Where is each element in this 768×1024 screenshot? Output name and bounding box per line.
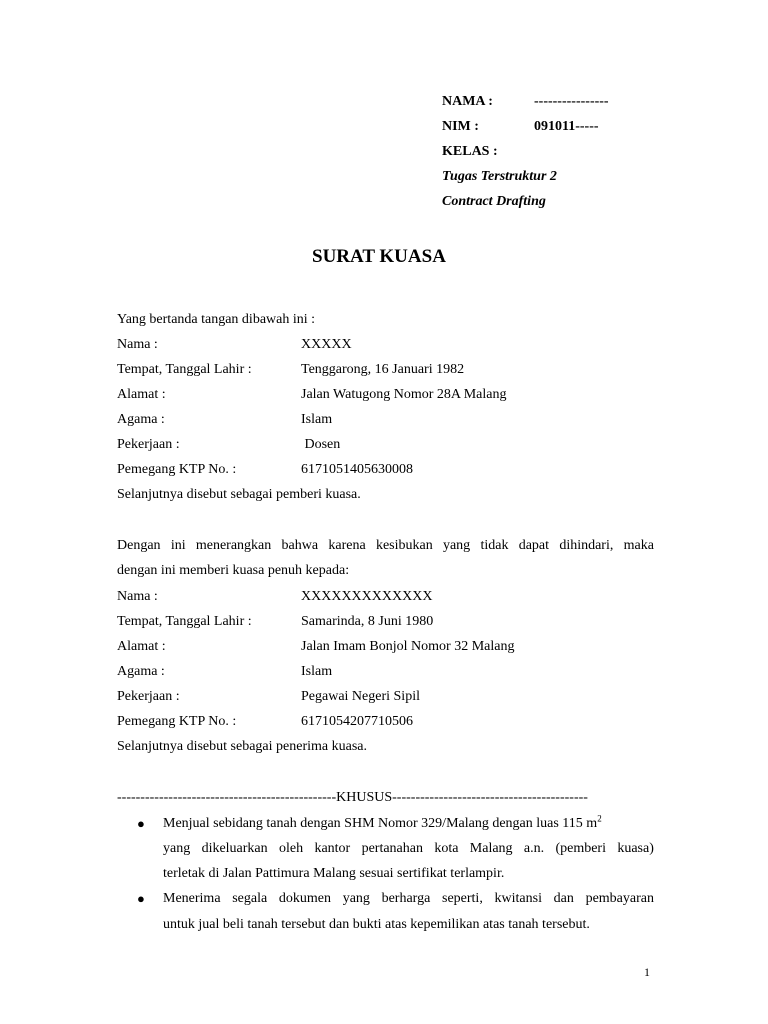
- grantee-job-label: Pekerjaan :: [117, 689, 180, 704]
- grantor-address-value: Jalan Watugong Nomor 28A Malang: [301, 387, 507, 402]
- word: pertanahan: [361, 841, 423, 856]
- superscript: 2: [597, 813, 602, 824]
- grantee-religion-label: Agama :: [117, 664, 165, 679]
- word: segala: [232, 891, 268, 906]
- grantee-address-label: Alamat :: [117, 639, 166, 654]
- word: Malang: [469, 841, 513, 856]
- grantor-job-value: Dosen: [301, 437, 341, 452]
- word: berharga: [381, 891, 431, 906]
- word: dan: [553, 891, 574, 906]
- grantee-ktp-value: 6171054207710506: [301, 714, 413, 729]
- nama-value: ----------------: [534, 94, 609, 109]
- word: kesibukan: [375, 538, 433, 553]
- word: yang: [342, 891, 370, 906]
- word: pembayaran: [585, 891, 654, 906]
- word: (pemberi: [555, 841, 606, 856]
- word: yang: [442, 538, 471, 553]
- grantee-job-value: Pegawai Negeri Sipil: [301, 689, 420, 704]
- word: dihindari,: [559, 538, 614, 553]
- grantor-birth-label: Tempat, Tanggal Lahir :: [117, 362, 252, 377]
- word: dokumen: [278, 891, 331, 906]
- grantor-ktp-value: 6171051405630008: [301, 462, 413, 477]
- word: dapat: [518, 538, 550, 553]
- word: Dengan: [117, 538, 161, 553]
- bullet-2-line-2: untuk jual beli tanah tersebut dan bukti atas kepemilikan atas tanah tersebut.: [163, 917, 590, 932]
- grantee-ktp-label: Pemegang KTP No. :: [117, 714, 237, 729]
- intro-text: Yang bertanda tangan dibawah ini :: [117, 312, 316, 327]
- word: kwitansi: [494, 891, 542, 906]
- grantor-address-label: Alamat :: [117, 387, 166, 402]
- grantee-birth-value: Samarinda, 8 Juni 1980: [301, 614, 434, 629]
- nim-value: 091011-----: [534, 119, 599, 134]
- bullet-1-line-1: [163, 813, 602, 832]
- word: karena: [328, 538, 366, 553]
- course-title: Contract Drafting: [442, 194, 546, 209]
- grantee-address-value: Jalan Imam Bonjol Nomor 32 Malang: [301, 639, 515, 654]
- grantor-religion-label: Agama :: [117, 412, 165, 427]
- word: seperti,: [442, 891, 483, 906]
- word: ini: [170, 538, 186, 553]
- nim-label: NIM :: [442, 119, 479, 134]
- bullet-icon: ●: [137, 891, 145, 906]
- document-title: SURAT KUASA: [312, 246, 446, 267]
- kelas-label: KELAS :: [442, 144, 498, 159]
- grantor-birth-value: Tenggarong, 16 Januari 1982: [301, 362, 465, 377]
- word: kota: [434, 841, 459, 856]
- word: oleh: [279, 841, 304, 856]
- word: yang: [163, 841, 191, 856]
- bullet-1-text: Menjual sebidang tanah dengan SHM Nomor 329/Malang dengan luas 115 m: [163, 816, 598, 831]
- bullet-1-line-3: terletak di Jalan Pattimura Malang sesuai sertifikat terlampir.: [163, 866, 505, 881]
- word: a.n.: [523, 841, 545, 856]
- grantor-job-label: Pekerjaan :: [117, 437, 180, 452]
- word: Menerima: [163, 891, 221, 906]
- nama-label: NAMA :: [442, 94, 493, 109]
- word: maka: [623, 538, 654, 553]
- grantee-name-label: Nama :: [117, 589, 158, 604]
- word: kantor: [314, 841, 351, 856]
- word: bahwa: [281, 538, 319, 553]
- grantor-note: Selanjutnya disebut sebagai pemberi kuasa.: [117, 487, 361, 502]
- grantee-note: Selanjutnya disebut sebagai penerima kuasa.: [117, 739, 367, 754]
- bullet-1-line-2: [163, 841, 654, 857]
- word: kuasa): [617, 841, 654, 856]
- grantor-name-label: Nama :: [117, 337, 158, 352]
- grantee-birth-label: Tempat, Tanggal Lahir :: [117, 614, 252, 629]
- declaration-line-1: [117, 538, 654, 554]
- task-title: Tugas Terstruktur 2: [442, 169, 557, 184]
- word: menerangkan: [195, 538, 272, 553]
- word: dikeluarkan: [201, 841, 268, 856]
- grantee-name-value: XXXXXXXXXXXXX: [301, 589, 433, 604]
- grantor-name-value: XXXXX: [301, 337, 352, 352]
- grantee-religion-value: Islam: [301, 664, 333, 679]
- declaration-line-2: dengan ini memberi kuasa penuh kepada:: [117, 563, 350, 578]
- word: tidak: [480, 538, 509, 553]
- page-number: 1: [644, 965, 650, 979]
- khusus-divider: -----------------------------------------------KHUSUS------------------------------------------: [117, 790, 588, 805]
- grantor-ktp-label: Pemegang KTP No. :: [117, 462, 237, 477]
- bullet-icon: ●: [137, 816, 145, 831]
- bullet-2-line-1: [163, 891, 654, 907]
- grantor-religion-value: Islam: [301, 412, 333, 427]
